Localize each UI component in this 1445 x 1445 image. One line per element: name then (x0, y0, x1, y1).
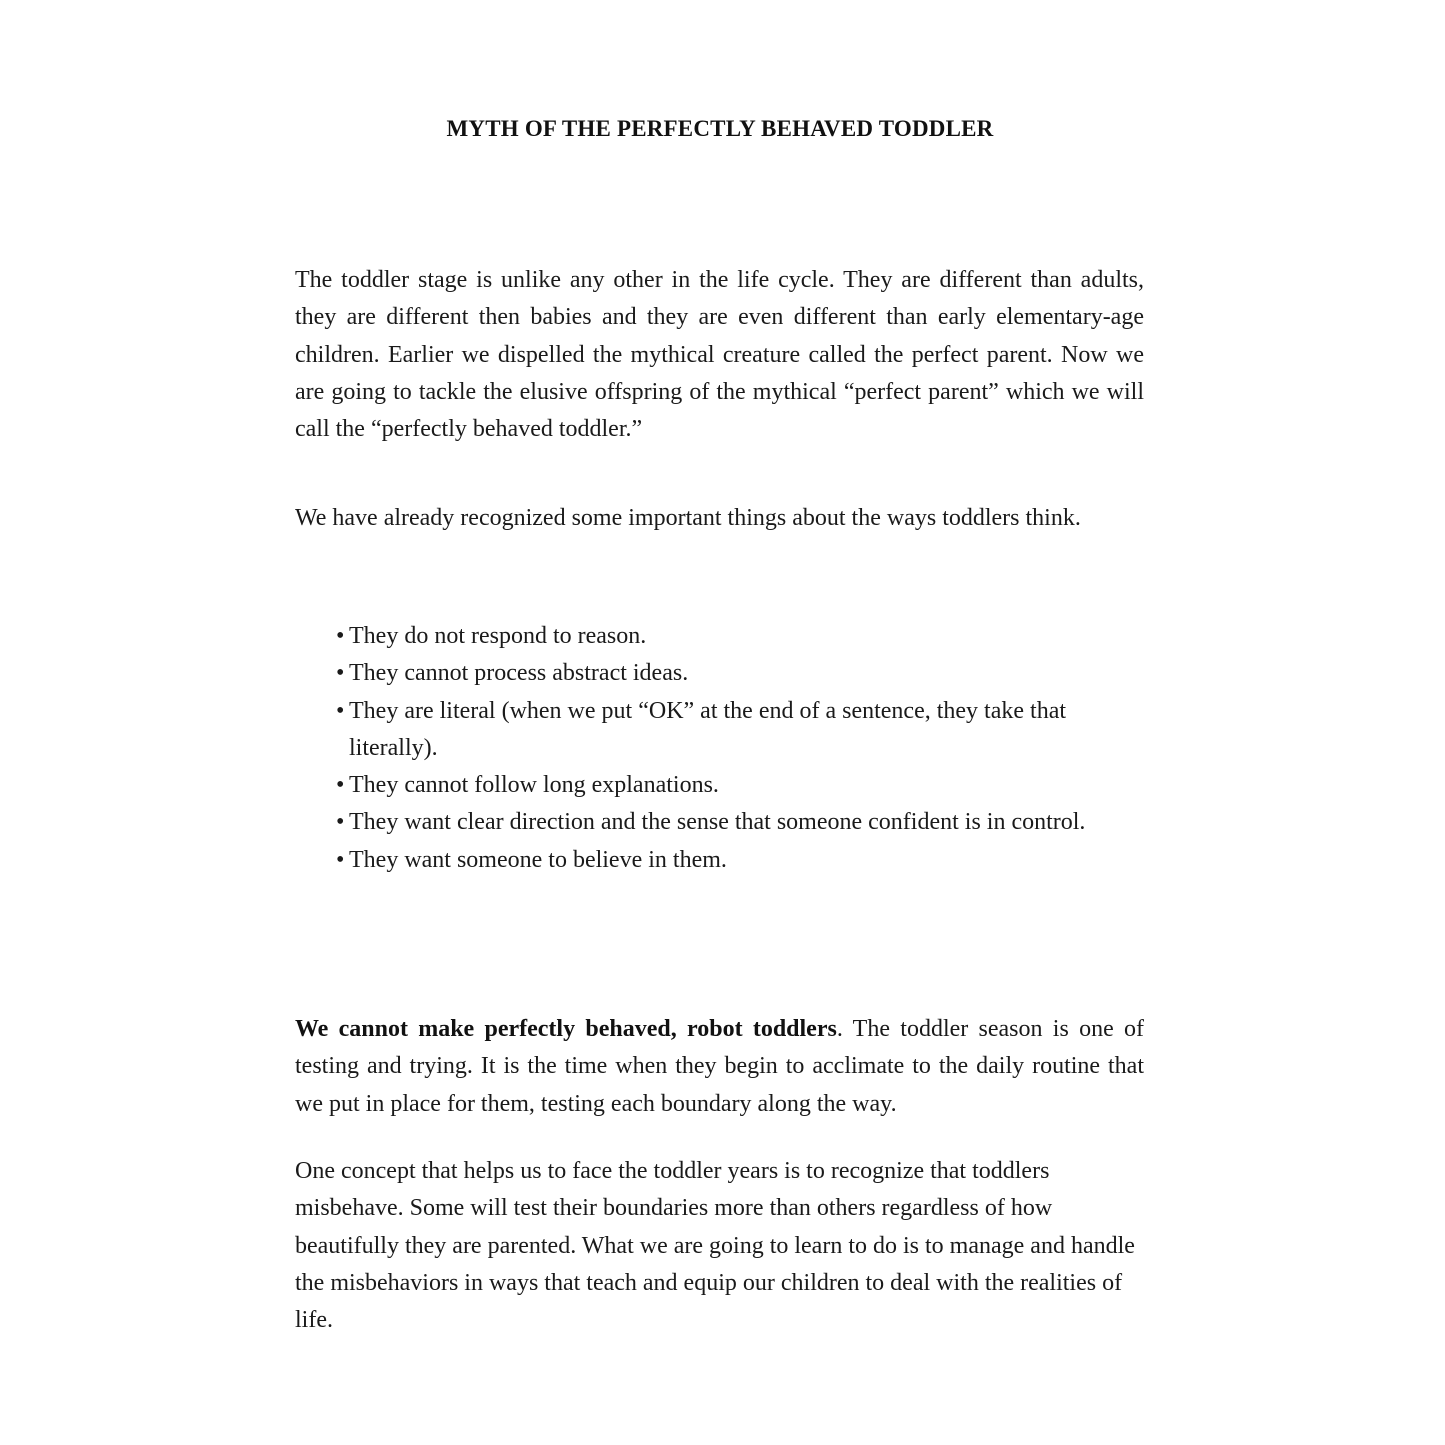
list-item (336, 618, 1096, 655)
list-item-text: They want clear direction and the sense that someone confident is in control. (349, 809, 1086, 836)
list-item (336, 693, 1096, 768)
chapter-title: MYTH OF THE PERFECTLY BEHAVED TODDLER (446, 116, 994, 141)
bold-lead-sentence: We cannot make perfectly behaved, robot toddlers (295, 1016, 837, 1042)
list-item (336, 767, 1096, 804)
bullet-marker: • (336, 809, 345, 836)
toddler-traits-list (336, 618, 1096, 879)
list-item-text: They cannot follow long explanations. (349, 772, 719, 799)
recognition-paragraph: We have already recognized some important things about the ways toddlers think. (295, 505, 1081, 531)
bullet-marker: • (336, 846, 345, 873)
list-item (336, 804, 1096, 841)
closing-paragraph: One concept that helps us to face the toddler years is to recognize that toddlers misbehave. Some will test their boundaries more than others regardless of how beautifully they are parented. What we are going to learn to do is to manage and handle the misbehaviors in ways that teach and equip our children to deal with the realities of life. (295, 1158, 1135, 1334)
list-item-text: They are literal (when we put “OK” at the end of a sentence, they take that literally). (349, 697, 1067, 761)
bullet-marker: • (336, 623, 345, 649)
bullet-marker: • (336, 660, 345, 687)
list-item (336, 842, 1096, 879)
list-item-text: They do not respond to reason. (349, 623, 647, 649)
list-item-text: They want someone to believe in them. (349, 846, 727, 873)
robot-toddlers-paragraph (295, 1011, 1144, 1123)
list-item-text: They cannot process abstract ideas. (349, 660, 689, 687)
paragraph-continuation: . The toddler season is one of testing and trying. It is the time when they begin to acclimate to the daily routine that we put in place for them, testing each boundary along the way. (295, 1016, 1144, 1117)
bullet-marker: • (336, 772, 345, 799)
list-item (336, 655, 1096, 692)
bullet-marker: • (336, 697, 345, 724)
intro-paragraph: The toddler stage is unlike any other in the life cycle. They are different than adults, they are different then babies and they are even different than early elementary-age children. Earlier we dispelled the mythical creature called the perfect parent. Now we are going to tackle the elusive offspring of the mythical “perfect parent” which we will call the “perfectly behaved toddler.” (295, 267, 1144, 443)
